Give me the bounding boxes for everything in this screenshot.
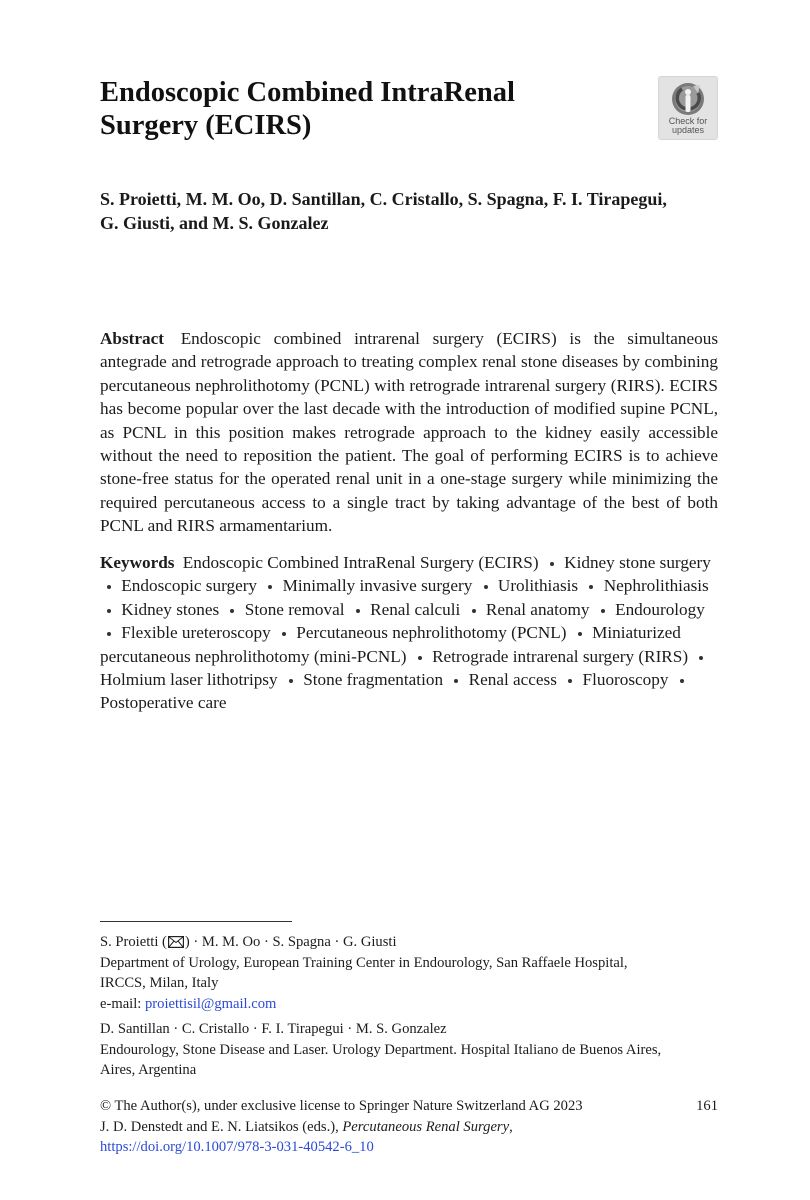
keyword-item: Postoperative care [100,693,227,713]
keyword-separator [578,632,582,636]
chapter-title [100,76,620,142]
abstract [100,327,718,538]
keyword-item: Endoscopic surgery [121,576,258,596]
keyword-separator [230,609,234,613]
keyword-item: Nephrolithiasis [603,576,709,596]
keyword-separator [418,656,422,660]
author-list-line-1: S. Proietti, M. M. Oo, D. Santillan, C. Cristallo, S. Spagna, F. I. Tirapegui, [100,189,667,209]
keyword-item: Retrograde intrarenal surgery (RIRS) [432,646,689,666]
keyword-item: Kidney stone surgery [564,553,711,572]
keywords [100,551,718,715]
keyword-item: Endoscopic Combined IntraRenal Surgery (ECIRS) [182,553,539,572]
keyword-separator [107,609,111,613]
keyword-separator [484,585,488,589]
affiliation-1-author-first: S. Proietti ( [100,934,167,950]
check-for-updates-line-2: updates [671,125,705,135]
page-number: 161 [696,1098,718,1114]
keyword-separator [454,679,458,683]
keyword-item: Renal calculi [370,599,461,619]
affiliation-1-department-line-2: IRCCS, Milan, Italy [100,975,219,991]
envelope-icon[interactable] [168,936,184,948]
affiliation-block-1 [100,932,720,1014]
keyword-separator [699,656,703,660]
keyword-item: Kidney stones [121,599,220,619]
chapter-title-line-1: Endoscopic Combined IntraRenal [100,77,515,108]
abstract-label: Abstract [100,329,164,348]
keyword-item: Minimally invasive surgery [282,576,473,596]
keyword-separator [472,609,476,613]
keyword-separator [282,632,286,636]
author-list-line-2: G. Giusti, and M. S. Gonzalez [100,213,329,233]
crossmark-icon [671,82,705,116]
affiliation-block-2 [100,1019,720,1081]
keyword-item: Renal anatomy [485,599,590,619]
email-link[interactable]: proiettisil@gmail.com [144,995,277,1012]
keyword-separator [680,679,684,683]
keyword-separator [107,585,111,589]
editors-suffix: , [509,1118,513,1135]
keyword-item: Endourology [615,599,705,619]
keyword-item: Fluoroscopy [582,670,669,690]
keyword-item: Stone fragmentation [303,670,444,690]
keyword-separator [550,562,554,566]
keyword-separator [107,632,111,636]
copyright-notice: © The Author(s), under exclusive license to Springer Nature Switzerland AG 2023 [100,1098,583,1114]
keyword-item: Holmium laser lithotripsy [100,670,278,690]
keyword-separator [268,585,272,589]
publication-footer [100,1096,720,1158]
affiliation-2-authors: D. Santillan · C. Cristallo · F. I. Tirapegui · M. S. Gonzalez [100,1021,447,1037]
book-title: Percutaneous Renal Surgery [342,1118,510,1135]
keyword-item: Urolithiasis [497,576,579,596]
keyword-item: Stone removal [244,599,345,619]
affiliation-1-author-rest: ) · M. M. Oo · S. Spagna · G. Giusti [184,934,397,950]
check-for-updates-badge[interactable] [658,76,718,140]
chapter-title-line-2: Surgery (ECIRS) [100,110,312,141]
doi-link[interactable]: https://doi.org/10.1007/978-3-031-40542-6_10 [100,1139,374,1155]
keyword-separator [356,609,360,613]
editors-prefix: J. D. Denstedt and E. N. Liatsikos (eds.), [100,1118,343,1135]
author-list [100,187,720,235]
keyword-item: Miniaturized percutaneous nephrolithotomy (mini-PCNL) [100,623,681,666]
keyword-item: Percutaneous nephrolithotomy (PCNL) [296,623,567,643]
check-for-updates-line-1: Check for [668,116,708,126]
affiliation-2-department-line-1: Endourology, Stone Disease and Laser. Urology Department. Hospital Italiano de Buenos Aires, [100,1041,662,1058]
abstract-text: Endoscopic combined intrarenal surgery (ECIRS) is the simultaneous antegrade and retrograde approach to treating complex renal stone diseases by combining percutaneous nephrolithotomy (PCNL) with retrograde intrarenal surgery (RIRS). ECIRS has become popular over the last decade with the introduction of modified supine PCNL, as PCNL in this position makes retrograde approach to the kidney easily accessible without the need to reposition the patient. The goal of performing ECIRS is to achieve stone-free status for the operated renal unit in a one-stage surgery while minimizing the required percutaneous access to a single tract by taking advantage of the best of both PCNL and RIRS armamentarium. [100,329,719,536]
email-label: e-mail: [100,995,145,1012]
keyword-separator [601,609,605,613]
footnote-divider [100,921,292,922]
keyword-separator [568,679,572,683]
keywords-label: Keywords [100,553,175,572]
keyword-item: Flexible ureteroscopy [121,623,271,643]
affiliation-1-department-line-1: Department of Urology, European Training Center in Endourology, San Raffaele Hospital, [100,954,628,971]
affiliation-2-department-line-2: Aires, Argentina [100,1062,197,1078]
keyword-separator [289,679,293,683]
keyword-item: Renal access [468,670,557,690]
keyword-separator [589,585,593,589]
check-for-updates-label [659,117,717,135]
